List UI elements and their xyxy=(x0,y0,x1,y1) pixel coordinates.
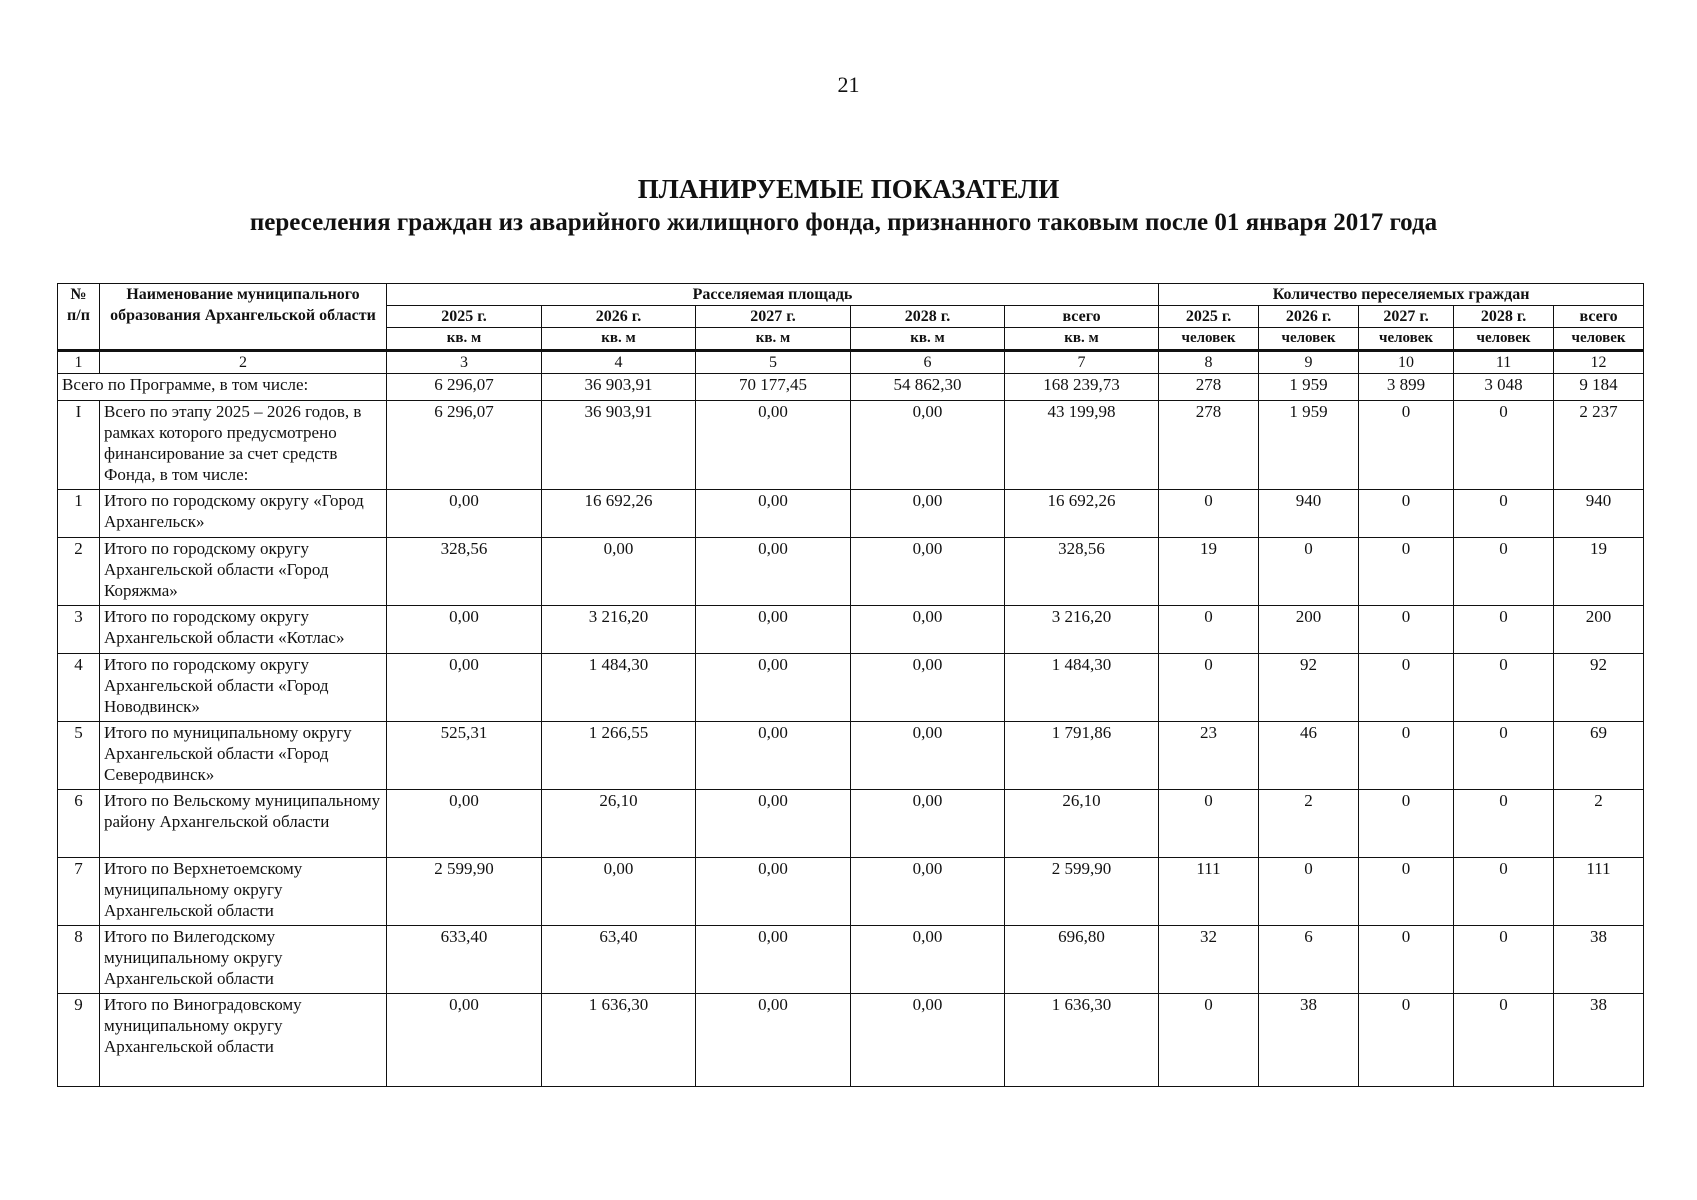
header-area-unit: кв. м xyxy=(1005,328,1159,351)
value-cell: 0,00 xyxy=(696,490,851,538)
value-cell: 32 xyxy=(1159,926,1259,994)
header-people-year-2: 2027 г. xyxy=(1359,306,1454,328)
header-area-group: Расселяемая площадь xyxy=(387,284,1159,306)
row-name: Итого по муниципальному округу Архангельской области «Город Северодвинск» xyxy=(100,722,387,790)
column-number: 8 xyxy=(1159,351,1259,374)
table-row xyxy=(58,654,1644,722)
table-row xyxy=(58,722,1644,790)
value-cell: 0 xyxy=(1159,654,1259,722)
value-cell: 3 216,20 xyxy=(542,606,696,654)
value-cell: 6 xyxy=(1259,926,1359,994)
value-cell: 0 xyxy=(1259,538,1359,606)
column-number: 2 xyxy=(100,351,387,374)
header-num: № п/п xyxy=(58,284,100,351)
row-name: Итого по городскому округу Архангельской области «Котлас» xyxy=(100,606,387,654)
value-cell: 0,00 xyxy=(851,654,1005,722)
value-cell: 0,00 xyxy=(696,654,851,722)
value-cell: 0 xyxy=(1359,401,1454,490)
row-number: 4 xyxy=(58,654,100,722)
column-number: 5 xyxy=(696,351,851,374)
value-cell: 0,00 xyxy=(851,538,1005,606)
header-area-unit: кв. м xyxy=(542,328,696,351)
row-number: 1 xyxy=(58,490,100,538)
row-number: 9 xyxy=(58,994,100,1087)
value-cell: 1 484,30 xyxy=(1005,654,1159,722)
value-cell: 54 862,30 xyxy=(851,374,1005,401)
value-cell: 0 xyxy=(1454,654,1554,722)
value-cell: 0,00 xyxy=(696,858,851,926)
value-cell: 111 xyxy=(1159,858,1259,926)
value-cell: 0,00 xyxy=(851,606,1005,654)
value-cell: 38 xyxy=(1554,926,1644,994)
value-cell: 0,00 xyxy=(542,858,696,926)
value-cell: 0,00 xyxy=(851,790,1005,858)
value-cell: 2 xyxy=(1259,790,1359,858)
column-number: 10 xyxy=(1359,351,1454,374)
page-subtitle: переселения граждан из аварийного жилищного фонда, признанного таковым после 01 января 2017 года xyxy=(249,209,1438,236)
header-area-year-1: 2026 г. xyxy=(542,306,696,328)
value-cell: 3 048 xyxy=(1454,374,1554,401)
row-name: Итого по Вельскому муниципальному району Архангельской области xyxy=(100,790,387,858)
column-number: 6 xyxy=(851,351,1005,374)
value-cell: 940 xyxy=(1554,490,1644,538)
header-people-unit: человек xyxy=(1259,328,1359,351)
value-cell: 92 xyxy=(1259,654,1359,722)
value-cell: 0 xyxy=(1159,790,1259,858)
header-area-unit: кв. м xyxy=(387,328,542,351)
value-cell: 0,00 xyxy=(851,858,1005,926)
value-cell: 0 xyxy=(1159,606,1259,654)
value-cell: 0,00 xyxy=(387,790,542,858)
total-label: Всего по Программе, в том числе: xyxy=(58,374,387,401)
column-number: 4 xyxy=(542,351,696,374)
header-people-unit: человек xyxy=(1454,328,1554,351)
row-name: Итого по Верхнетоемскому муниципальному округу Архангельской области xyxy=(100,858,387,926)
row-name: Итого по Виноградовскому муниципальному округу Архангельской области xyxy=(100,994,387,1087)
header-people-group: Количество переселяемых граждан xyxy=(1159,284,1644,306)
value-cell: 328,56 xyxy=(387,538,542,606)
value-cell: 0 xyxy=(1159,490,1259,538)
value-cell: 70 177,45 xyxy=(696,374,851,401)
column-number: 3 xyxy=(387,351,542,374)
header-area-unit: кв. м xyxy=(696,328,851,351)
value-cell: 328,56 xyxy=(1005,538,1159,606)
value-cell: 0 xyxy=(1454,401,1554,490)
value-cell: 1 266,55 xyxy=(542,722,696,790)
value-cell: 278 xyxy=(1159,374,1259,401)
row-number: 3 xyxy=(58,606,100,654)
value-cell: 2 599,90 xyxy=(1005,858,1159,926)
value-cell: 0 xyxy=(1454,490,1554,538)
row-name: Итого по городскому округу «Город Архангельск» xyxy=(100,490,387,538)
column-number: 1 xyxy=(58,351,100,374)
value-cell: 36 903,91 xyxy=(542,374,696,401)
row-name: Итого по Вилегодскому муниципальному округу Архангельской области xyxy=(100,926,387,994)
value-cell: 0 xyxy=(1454,994,1554,1087)
value-cell: 26,10 xyxy=(1005,790,1159,858)
page-number: 21 xyxy=(837,72,860,97)
value-cell: 525,31 xyxy=(387,722,542,790)
value-cell: 9 184 xyxy=(1554,374,1644,401)
value-cell: 0,00 xyxy=(387,606,542,654)
row-name: Итого по городскому округу Архангельской области «Город Коряжма» xyxy=(100,538,387,606)
table-row xyxy=(58,606,1644,654)
value-cell: 2 xyxy=(1554,790,1644,858)
total-row xyxy=(58,374,1644,401)
value-cell: 2 599,90 xyxy=(387,858,542,926)
value-cell: 1 959 xyxy=(1259,401,1359,490)
value-cell: 0,00 xyxy=(696,994,851,1087)
value-cell: 278 xyxy=(1159,401,1259,490)
value-cell: 26,10 xyxy=(542,790,696,858)
value-cell: 200 xyxy=(1259,606,1359,654)
value-cell: 0 xyxy=(1359,654,1454,722)
value-cell: 43 199,98 xyxy=(1005,401,1159,490)
value-cell: 63,40 xyxy=(542,926,696,994)
column-number: 7 xyxy=(1005,351,1159,374)
value-cell: 0 xyxy=(1454,606,1554,654)
stage-name: Всего по этапу 2025 – 2026 годов, в рамках которого предусмотрено финансирование за счет средств Фонда, в том числе: xyxy=(100,401,387,490)
row-number: 8 xyxy=(58,926,100,994)
header-area-unit: кв. м xyxy=(851,328,1005,351)
value-cell: 0 xyxy=(1454,926,1554,994)
value-cell: 0 xyxy=(1454,858,1554,926)
value-cell: 0 xyxy=(1159,994,1259,1087)
value-cell: 19 xyxy=(1159,538,1259,606)
value-cell: 0,00 xyxy=(696,722,851,790)
header-people-year-0: 2025 г. xyxy=(1159,306,1259,328)
column-number: 11 xyxy=(1454,351,1554,374)
value-cell: 0,00 xyxy=(851,994,1005,1087)
value-cell: 0,00 xyxy=(387,654,542,722)
table-row xyxy=(58,994,1644,1087)
value-cell: 0 xyxy=(1359,606,1454,654)
value-cell: 1 484,30 xyxy=(542,654,696,722)
value-cell: 0,00 xyxy=(696,538,851,606)
value-cell: 0,00 xyxy=(851,722,1005,790)
stage-row xyxy=(58,401,1644,490)
row-number: 7 xyxy=(58,858,100,926)
value-cell: 0,00 xyxy=(696,790,851,858)
header-row-groups xyxy=(58,284,1644,306)
column-number: 9 xyxy=(1259,351,1359,374)
value-cell: 36 903,91 xyxy=(542,401,696,490)
header-people-year-4: всего xyxy=(1554,306,1644,328)
value-cell: 3 899 xyxy=(1359,374,1454,401)
value-cell: 2 237 xyxy=(1554,401,1644,490)
header-people-year-1: 2026 г. xyxy=(1259,306,1359,328)
value-cell: 111 xyxy=(1554,858,1644,926)
header-people-unit: человек xyxy=(1554,328,1644,351)
value-cell: 0,00 xyxy=(851,401,1005,490)
table-row xyxy=(58,790,1644,858)
page-title: ПЛАНИРУЕМЫЕ ПОКАЗАТЕЛИ xyxy=(637,174,1060,204)
value-cell: 0,00 xyxy=(387,994,542,1087)
table-row xyxy=(58,926,1644,994)
value-cell: 0,00 xyxy=(696,926,851,994)
value-cell: 0 xyxy=(1259,858,1359,926)
value-cell: 0 xyxy=(1359,490,1454,538)
header-people-year-3: 2028 г. xyxy=(1454,306,1554,328)
table-row xyxy=(58,538,1644,606)
header-people-unit: человек xyxy=(1159,328,1259,351)
header-area-year-4: всего xyxy=(1005,306,1159,328)
value-cell: 3 216,20 xyxy=(1005,606,1159,654)
value-cell: 200 xyxy=(1554,606,1644,654)
value-cell: 0 xyxy=(1359,926,1454,994)
value-cell: 1 959 xyxy=(1259,374,1359,401)
column-number: 12 xyxy=(1554,351,1644,374)
value-cell: 0,00 xyxy=(696,606,851,654)
value-cell: 0 xyxy=(1454,722,1554,790)
table-row xyxy=(58,858,1644,926)
value-cell: 23 xyxy=(1159,722,1259,790)
value-cell: 0 xyxy=(1359,858,1454,926)
value-cell: 940 xyxy=(1259,490,1359,538)
value-cell: 1 636,30 xyxy=(1005,994,1159,1087)
table-row xyxy=(58,490,1644,538)
row-number: 5 xyxy=(58,722,100,790)
value-cell: 0 xyxy=(1454,538,1554,606)
header-name: Наименование муниципального образования Архангельской области xyxy=(100,284,387,351)
value-cell: 0 xyxy=(1359,994,1454,1087)
column-number-row xyxy=(58,351,1644,374)
header-area-year-3: 2028 г. xyxy=(851,306,1005,328)
value-cell: 0,00 xyxy=(851,926,1005,994)
indicators-table xyxy=(57,283,1644,1087)
value-cell: 0,00 xyxy=(542,538,696,606)
value-cell: 0 xyxy=(1359,538,1454,606)
value-cell: 46 xyxy=(1259,722,1359,790)
value-cell: 0 xyxy=(1454,790,1554,858)
row-number: 2 xyxy=(58,538,100,606)
value-cell: 0 xyxy=(1359,790,1454,858)
header-area-year-2: 2027 г. xyxy=(696,306,851,328)
value-cell: 19 xyxy=(1554,538,1644,606)
value-cell: 0,00 xyxy=(696,401,851,490)
header-area-year-0: 2025 г. xyxy=(387,306,542,328)
value-cell: 0,00 xyxy=(387,490,542,538)
value-cell: 16 692,26 xyxy=(542,490,696,538)
value-cell: 6 296,07 xyxy=(387,374,542,401)
row-number: 6 xyxy=(58,790,100,858)
title-block xyxy=(0,172,1697,240)
value-cell: 0,00 xyxy=(851,490,1005,538)
stage-num: I xyxy=(58,401,100,490)
value-cell: 69 xyxy=(1554,722,1644,790)
value-cell: 0 xyxy=(1359,722,1454,790)
value-cell: 38 xyxy=(1259,994,1359,1087)
value-cell: 1 636,30 xyxy=(542,994,696,1087)
value-cell: 92 xyxy=(1554,654,1644,722)
value-cell: 168 239,73 xyxy=(1005,374,1159,401)
value-cell: 38 xyxy=(1554,994,1644,1087)
value-cell: 696,80 xyxy=(1005,926,1159,994)
value-cell: 16 692,26 xyxy=(1005,490,1159,538)
header-people-unit: человек xyxy=(1359,328,1454,351)
value-cell: 6 296,07 xyxy=(387,401,542,490)
row-name: Итого по городскому округу Архангельской области «Город Новодвинск» xyxy=(100,654,387,722)
value-cell: 1 791,86 xyxy=(1005,722,1159,790)
value-cell: 633,40 xyxy=(387,926,542,994)
